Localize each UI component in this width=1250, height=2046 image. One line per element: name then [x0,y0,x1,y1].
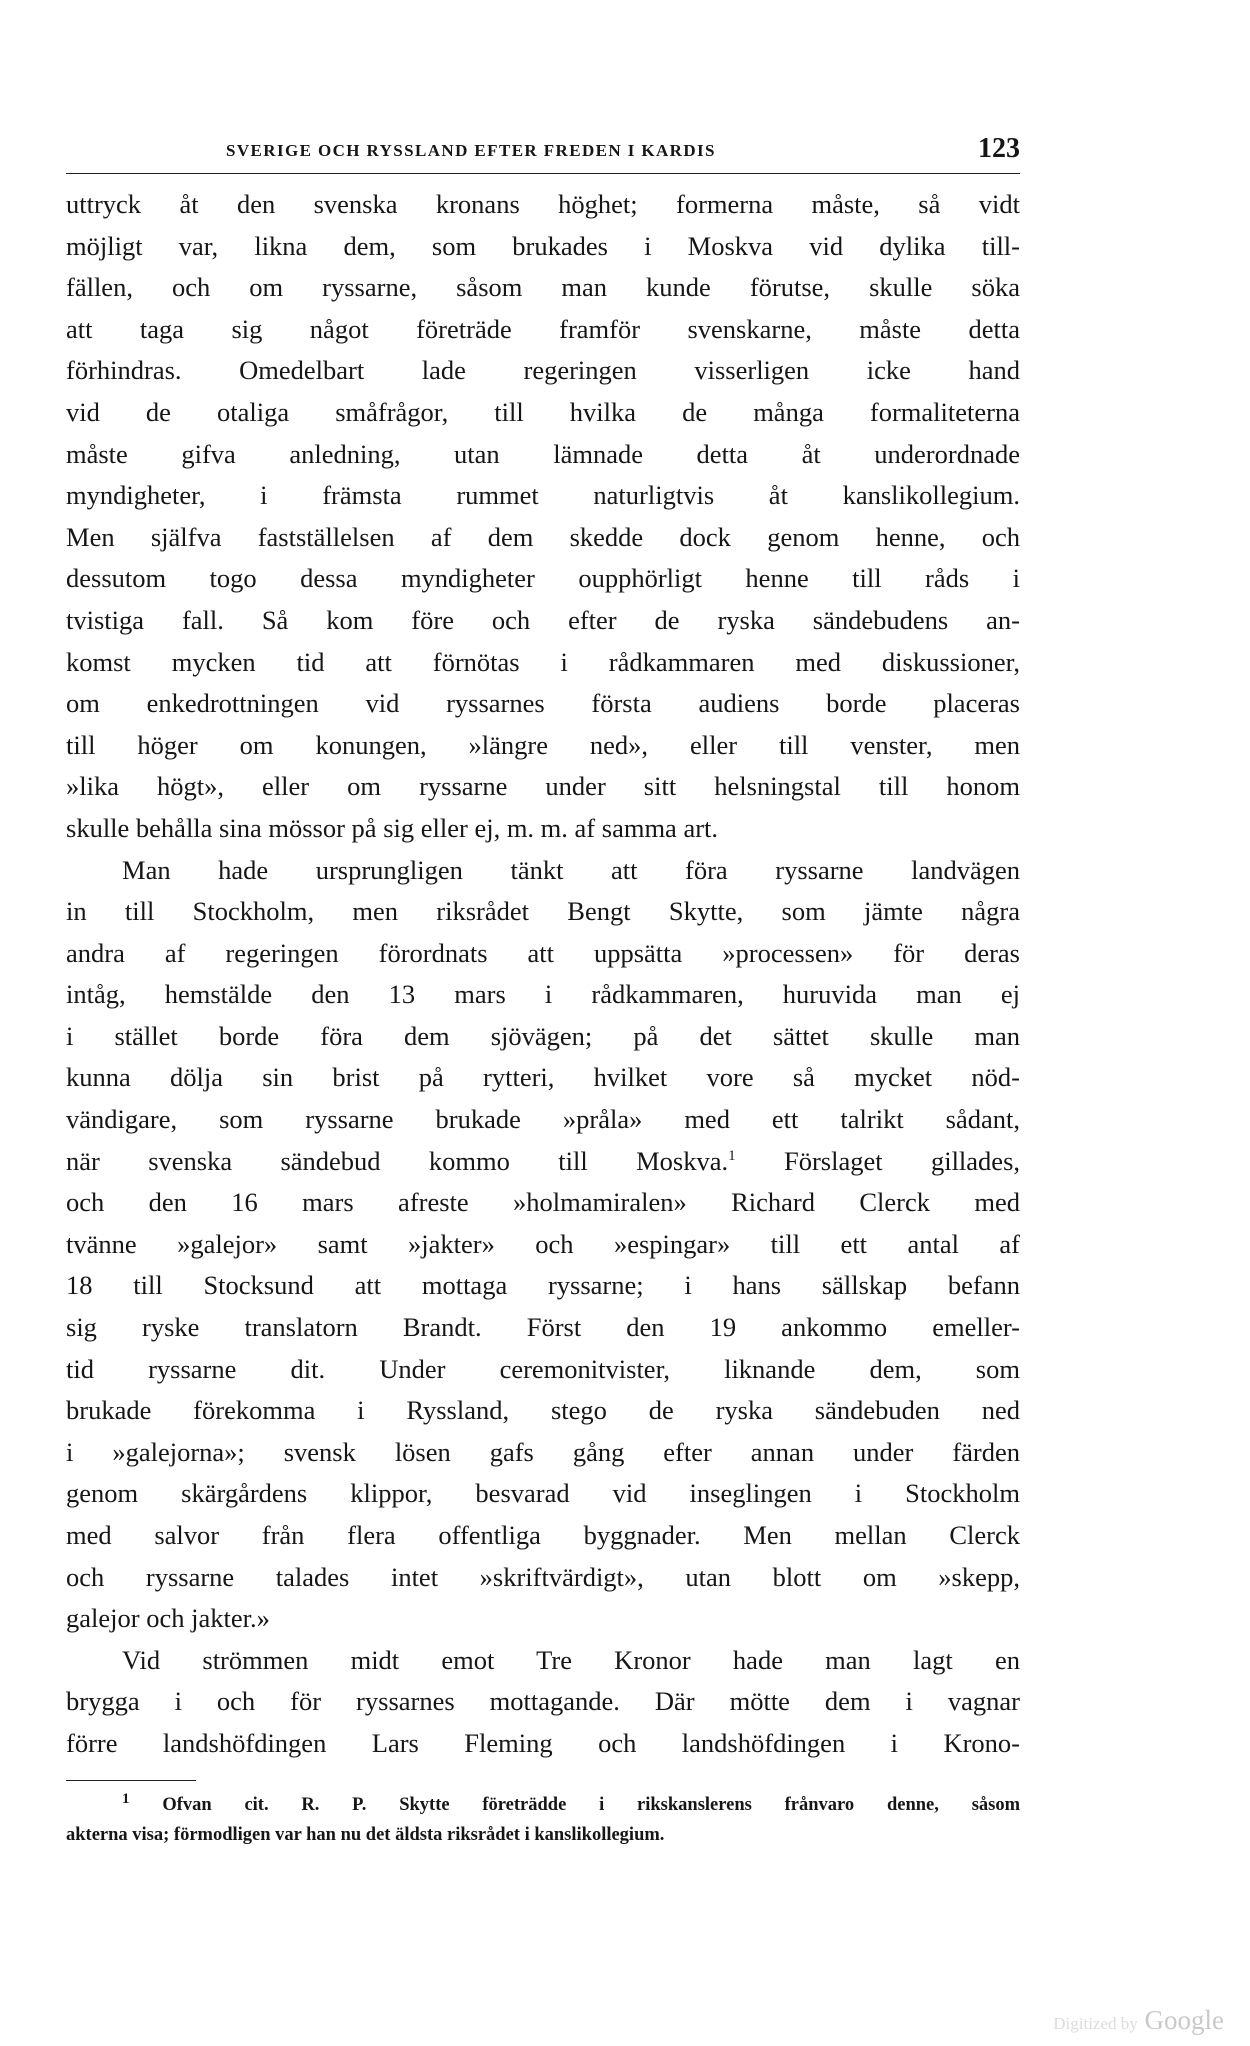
text-line: i stället borde föra dem sjövägen; på det sättet skulle man [66,1020,1020,1051]
text-line: att taga sig något företräde framför svenskarne, måste detta [66,313,1020,344]
text-line: om enkedrottningen vid ryssarnes första audiens borde placeras [66,688,1020,719]
text-line: måste gifva anledning, utan lämnade detta åt underordnade [66,438,1020,469]
footnote-text: Ofvan cit. R. P. Skytte företrädde i rikskanslerens frånvaro denne, såsom [162,1795,1020,1815]
text-line: och ryssarne talades intet »skriftvärdigt», utan blott om »skepp, [66,1561,1020,1592]
text-line: förhindras. Omedelbart lade regeringen visserligen icke hand [66,355,1020,386]
text-line: brygga i och för ryssarnes mottagande. Där mötte dem i vagnar [66,1686,1020,1717]
text-line: och den 16 mars afreste »holmamiralen» Richard Clerck med [66,1187,1020,1218]
text-fragment: Förslaget gillades, [783,1145,1020,1176]
text-line: uttryck åt den svenska kronans höghet; formerna måste, så vidt [66,189,1020,219]
footnote-line [66,1790,1020,1820]
text-line: förre landshöfdingen Lars Fleming och landshöfdingen i Krono- [66,1727,1020,1758]
text-line: »lika högt», eller om ryssarne under sitt helsningstal till honom [66,771,1020,802]
text-line: andra af regeringen förordnats att uppsätta »processen» för deras [66,937,1020,968]
footnote-reference: 1 [728,1147,736,1164]
header-rule [66,173,1020,174]
footnote-rule [66,1780,196,1781]
text-line: med salvor från flera offentliga byggnader. Men mellan Clerck [66,1520,1020,1550]
text-line: tid ryssarne dit. Under ceremonitvister, liknande dem, som [66,1353,1020,1384]
text-line: in till Stockholm, men riksrådet Bengt Skytte, som jämte några [66,896,1020,927]
text-line: genom skärgårdens klippor, besvarad vid inseglingen i Stockholm [66,1478,1020,1509]
digitization-watermark [1053,2005,1224,2036]
text-line: Men själfva fastställelsen af dem skedde dock genom henne, och [66,521,1020,552]
footnotes [66,1790,1020,1850]
text-line: galejor och jakter.» [66,1603,270,1634]
text-line: myndigheter, i främsta rummet naturligtvis åt kanslikollegium. [66,480,1020,511]
text-fragment: när svenska sändebud kommo till Moskva. [66,1145,729,1176]
text-line: Man hade ursprungligen tänkt att föra ryssarne landvägen [122,854,1020,885]
text-line: brukade förekomma i Ryssland, stego de ryska sändebuden ned [66,1395,1020,1426]
text-line: skulle behålla sina mössor på sig eller ej, m. m. af samma art. [66,812,719,843]
body-text [66,184,1020,1765]
text-line: till höger om konungen, »längre ned», eller till venster, men [66,729,1020,760]
text-line: vid de otaliga småfrågor, till hvilka de många formaliteterna [66,396,1020,427]
watermark-prefix: Digitized by [1053,2014,1138,2033]
text-line: i »galejorna»; svensk lösen gafs gång efter annan under färden [66,1436,1020,1467]
text-line: fällen, och om ryssarne, såsom man kunde förutse, skulle söka [66,272,1020,303]
text-line: kunna dölja sin brist på rytteri, hvilket vore så mycket nöd- [66,1062,1020,1093]
running-title: SVERIGE OCH RYSSLAND EFTER FREDEN I KARDIS [226,141,716,160]
text-line: Vid strömmen midt emot Tre Kronor hade man lagt en [122,1644,1020,1675]
text-line: intåg, hemstälde den 13 mars i rådkammaren, huruvida man ej [66,979,1020,1010]
text-line-with-footnote [66,1141,1020,1183]
text-line: komst mycken tid att förnötas i rådkammaren med diskussioner, [66,646,1020,677]
text-line: tvistiga fall. Så kom före och efter de ryska sändebudens an- [66,604,1020,635]
text-line: möjligt var, likna dem, som brukades i Moskva vid dylika till- [66,230,1020,261]
page-header [66,133,1020,173]
text-line: 18 till Stocksund att mottaga ryssarne; i hans sällskap befann [66,1270,1020,1301]
text-line: dessutom togo dessa myndigheter oupphörligt henne till råds i [66,563,1020,594]
page-number: 123 [978,133,1020,164]
footnote-marker: 1 [122,1790,130,1807]
text-line: tvänne »galejor» samt »jakter» och »espingar» till ett antal af [66,1228,1020,1259]
text-line: sig ryske translatorn Brandt. Först den 19 ankommo emeller- [66,1312,1020,1343]
watermark-brand: Google [1144,2005,1224,2035]
text-line: vändigare, som ryssarne brukade »pråla» med ett talrikt sådant, [66,1104,1020,1135]
footnote-line: akterna visa; förmodligen var han nu det äldsta riksrådet i kanslikollegium. [66,1825,665,1845]
